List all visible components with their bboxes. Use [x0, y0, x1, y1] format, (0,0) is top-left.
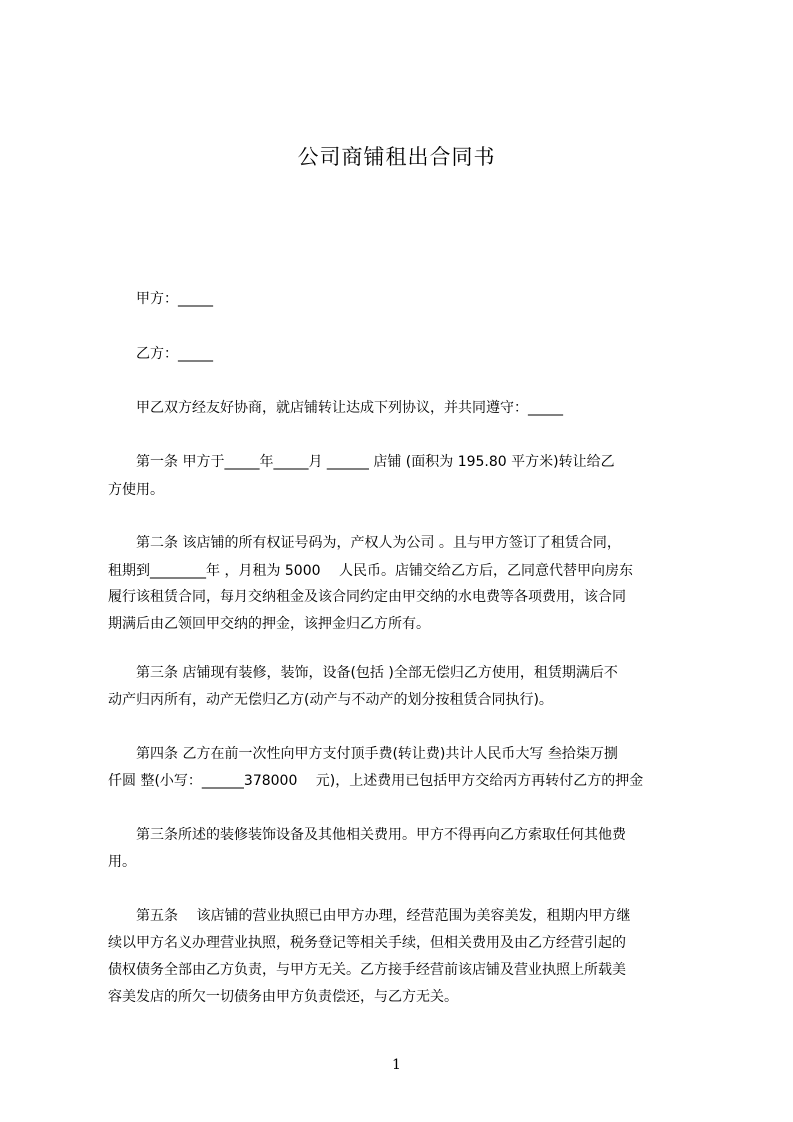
article-1-line-2: 方使用。 [108, 482, 164, 498]
article-2-line-3: 履行该租赁合同，每月交纳租金及该合同约定由甲交纳的水电费等各项费用，该合同 [108, 589, 626, 605]
article-4-cont-line-1: 第三条所述的装修装饰设备及其他相关费用。甲方不得再向乙方索取任何其他费 [108, 827, 626, 843]
party-a-line: 甲方：_____ [108, 291, 213, 307]
party-b-line: 乙方：_____ [108, 346, 213, 362]
article-2-line-4: 期满后由乙领回甲交纳的押金，该押金归乙方所有。 [108, 616, 430, 632]
article-5-line-4: 容美发店的所欠一切债务由甲方负责偿还，与乙方无关。 [108, 989, 458, 1005]
article-1-line-1: 第一条 甲方于_____年_____月 ______ 店铺 (面积为 195.80 平方米)转让给乙 [108, 454, 615, 470]
article-5-line-1: 第五条 该店铺的营业执照已由甲方办理，经营范围为美容美发，租期内甲方继 [108, 908, 631, 924]
article-3-line-1: 第三条 店铺现有装修，装饰，设备(包括 )全部无偿归乙方使用，租赁期满后不 [108, 665, 618, 681]
article-2-line-2: 租期到________年 ，月租为 5000 人民币。店铺交给乙方后，乙同意代替甲向房东 [108, 563, 633, 579]
article-5-line-2: 续以甲方名义办理营业执照，税务登记等相关手续，但相关费用及由乙方经营引起的 [108, 935, 626, 951]
article-4-line-1: 第四条 乙方在前一次性向甲方支付顶手费(转让费)共计人民币大写 叁拾柒万捌 [108, 746, 618, 762]
article-3-line-2: 动产归丙所有，动产无偿归乙方(动产与不动产的划分按租赁合同执行)。 [108, 692, 553, 708]
article-5-line-3: 债权债务全部由乙方负责，与甲方无关。乙方接手经营前该店铺及营业执照上所载美 [108, 962, 626, 978]
preamble-line: 甲乙双方经友好协商，就店铺转让达成下列协议，并共同遵守：_____ [108, 400, 563, 416]
document-title: 公司商铺租出合同书 [297, 145, 496, 169]
article-4-line-2: 仟圆 整(小写：______378000 元)，上述费用已包括甲方交给丙方再转付乙方的押金 [108, 773, 644, 789]
article-2-line-1: 第二条 该店铺的所有权证号码为，产权人为公司 。且与甲方签订了租赁合同， [108, 535, 621, 551]
page-number: 1 [392, 1057, 401, 1073]
article-4-cont-line-2: 用。 [108, 854, 136, 870]
